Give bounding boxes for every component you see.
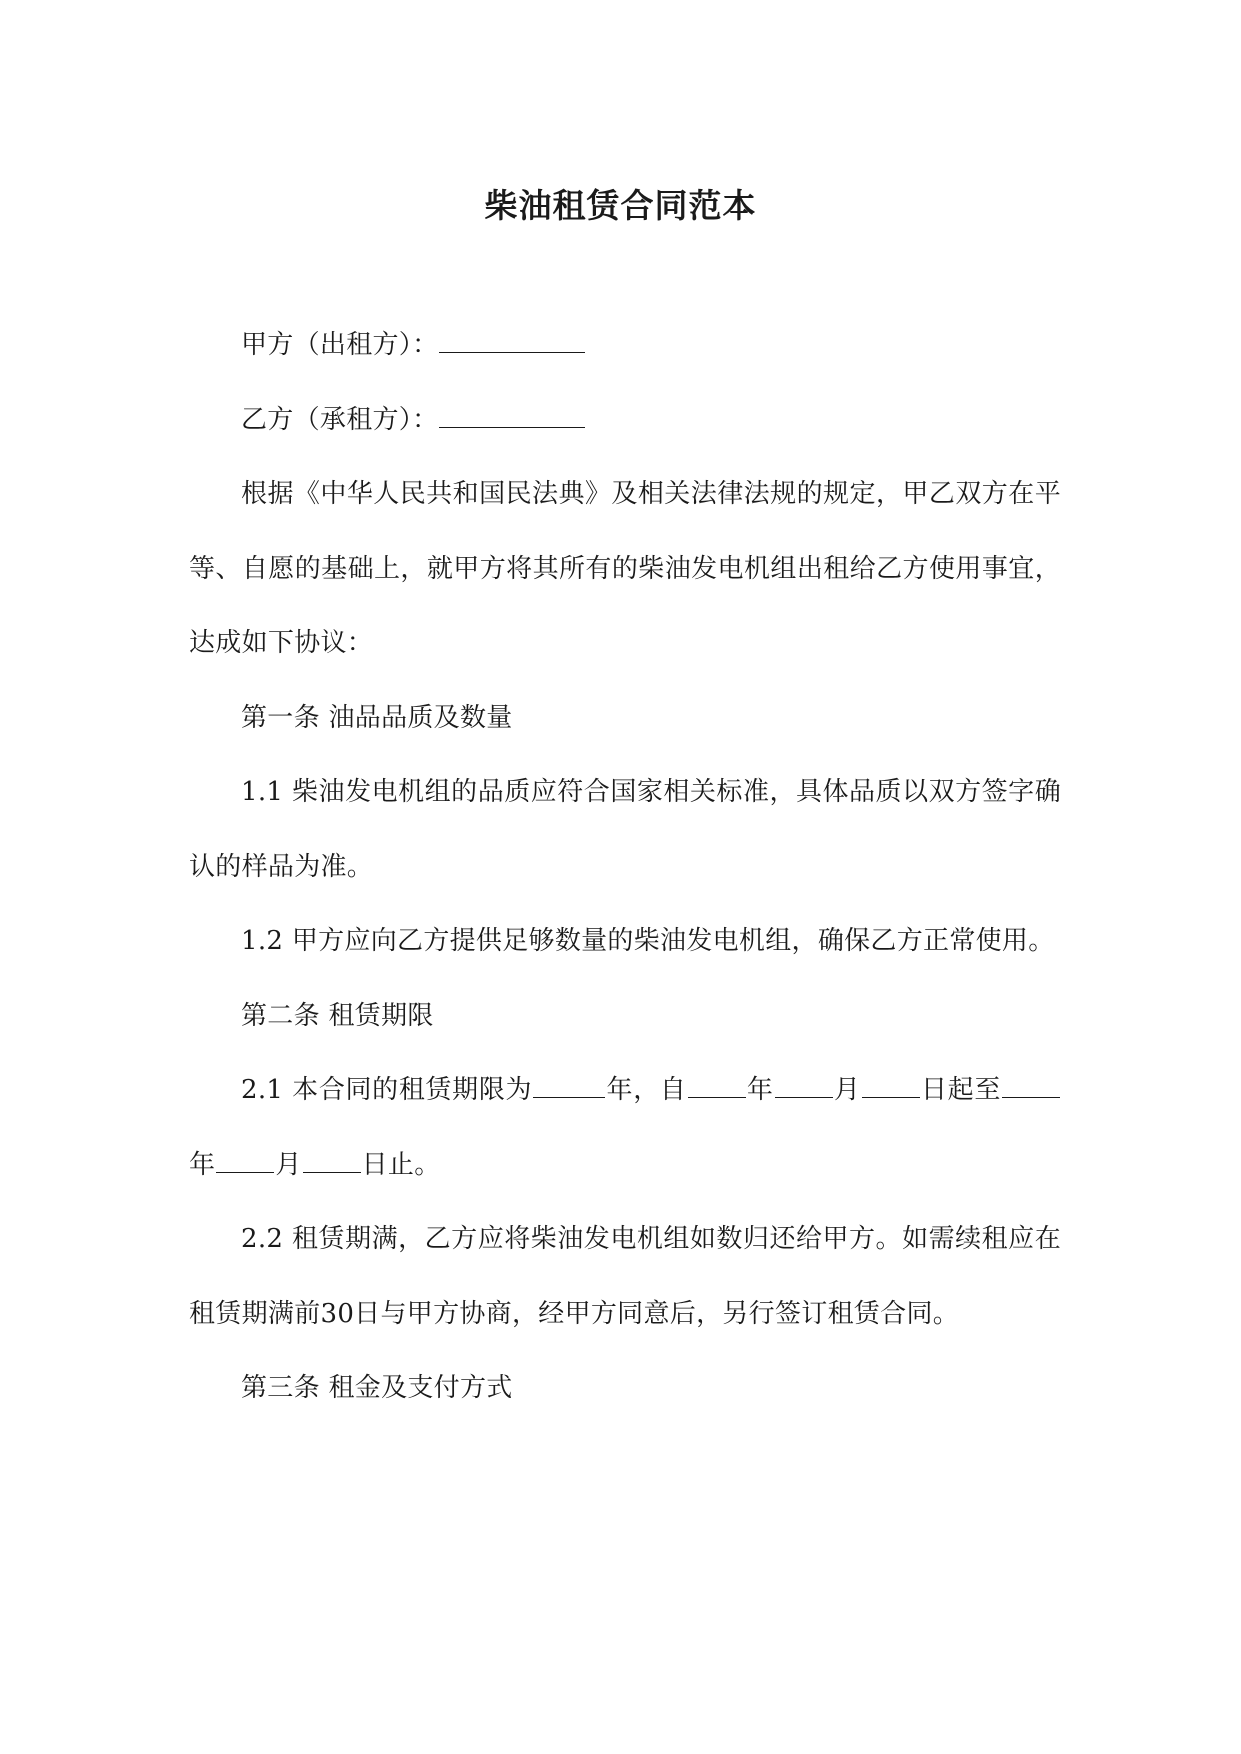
- article-3-heading: 第三条 租金及支付方式: [241, 1373, 513, 1403]
- article-1-heading: 第一条 油品品质及数量: [241, 702, 513, 733]
- end-year-blank: [1002, 1075, 1060, 1098]
- clause-2-1: [189, 1053, 1061, 1202]
- clause-2-2: 2.2 租赁期满，乙方应将柴油发电机组如数归还给甲方。如需续租应在租赁期满前30日与甲方协商，经甲方同意后，另行签订租赁合同。: [189, 1224, 1061, 1329]
- document-title: 柴油租赁合同范本: [484, 186, 757, 225]
- clause-2-1-text-7: 月: [275, 1149, 302, 1180]
- term-years-blank: [533, 1075, 605, 1098]
- clause-2-1-text-6: 年: [189, 1149, 216, 1180]
- end-day-blank: [303, 1150, 361, 1173]
- start-month-blank: [775, 1075, 833, 1098]
- clause-1-2: 1.2 甲方应向乙方提供足够数量的柴油发电机组，确保乙方正常使用。: [241, 926, 1055, 956]
- clause-2-1-text-1: 2.1 本合同的租赁期限为: [241, 1075, 533, 1105]
- clause-2-1-text-3: 年: [746, 1075, 774, 1105]
- start-year-blank: [688, 1075, 746, 1098]
- document-body: [189, 308, 1061, 1426]
- party-b-blank: [439, 405, 585, 428]
- article-2-heading: 第二条 租赁期限: [241, 1000, 434, 1031]
- party-a-blank: [439, 330, 585, 353]
- clause-2-1-text-4: 月: [833, 1075, 861, 1105]
- end-month-blank: [216, 1150, 274, 1173]
- party-b-label: 乙方（承租方）：: [241, 404, 439, 435]
- party-a-label: 甲方（出租方）：: [241, 330, 439, 360]
- party-b-line: [189, 383, 1061, 458]
- clause-2-1-text-8: 日止。: [361, 1149, 441, 1180]
- clause-2-1-text-2: 年，自: [606, 1075, 687, 1105]
- clause-1-1: 1.1 柴油发电机组的品质应符合国家相关标准，具体品质以双方签字确认的样品为准。: [189, 777, 1061, 882]
- clause-2-1-text-5: 日起至: [920, 1075, 1002, 1105]
- party-a-line: [189, 308, 1061, 383]
- start-day-blank: [862, 1075, 920, 1098]
- preamble-paragraph: 根据《中华人民共和国民法典》及相关法律法规的规定，甲乙双方在平等、自愿的基础上，就甲方将其所有的柴油发电机组出租给乙方使用事宜，达成如下协议：: [189, 479, 1061, 658]
